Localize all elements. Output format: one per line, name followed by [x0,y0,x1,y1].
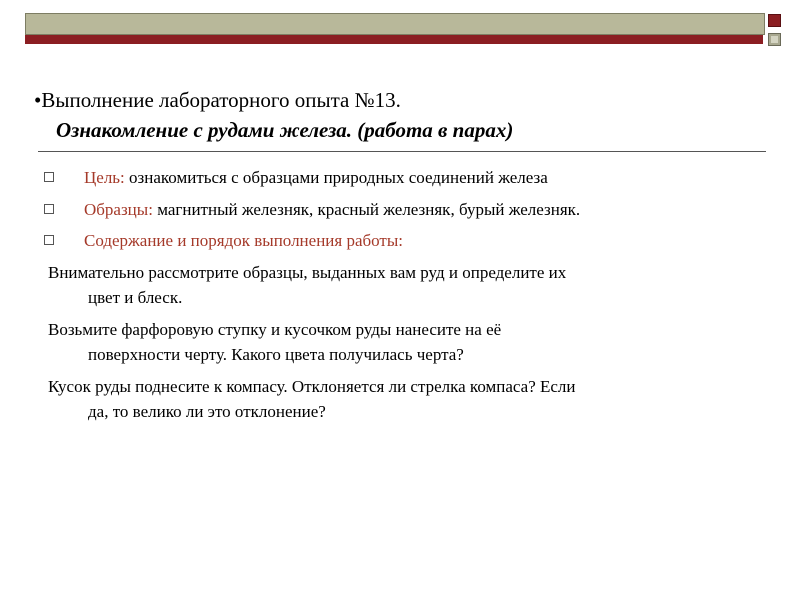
procedure-step-2 [48,317,768,367]
decorative-gray-square [768,33,781,46]
step-line-cont: цвет и блеск. [88,288,183,307]
slide-title-line2: Ознакомление с рудами железа. (работа в парах) [56,118,514,142]
bullet-procedure [44,231,403,251]
decorative-red-square [768,14,781,27]
title-divider [38,151,766,152]
square-bullet-icon [44,172,54,182]
bullet-text: ознакомиться с образцами природных соединений железа [124,168,548,187]
slide-title-line1: •Выполнение лабораторного опыта №13. [34,88,401,112]
decorative-red-band [25,35,763,44]
bullet-label: Цель: [84,168,125,187]
square-bullet-icon [44,235,54,245]
step-line: Внимательно рассмотрите образцы, выданных вам руд и определите их [48,263,567,282]
procedure-step-1 [48,260,768,310]
step-line-cont: поверхности черту. Какого цвета получилась черта? [88,345,464,364]
bullet-text: магнитный железняк, красный железняк, бурый железняк. [152,200,581,219]
bullet-samples [44,200,580,220]
square-bullet-icon [44,204,54,214]
step-line: Кусок руды поднесите к компасу. Отклоняется ли стрелка компаса? Если [48,377,576,396]
bullet-label: Содержание и порядок выполнения работы: [84,231,404,250]
step-line: Возьмите фарфоровую ступку и кусочком руды нанесите на её [48,320,502,339]
step-line-cont: да, то велико ли это отклонение? [88,402,326,421]
decorative-top-band [25,13,765,35]
bullet-label: Образцы: [84,200,153,219]
bullet-goal [44,168,548,188]
procedure-step-3 [48,374,768,424]
